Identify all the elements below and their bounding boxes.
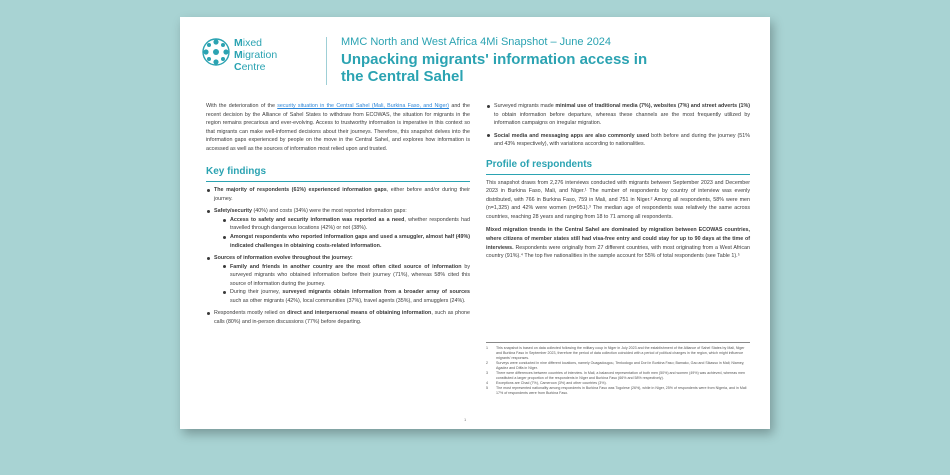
document-page: [180, 17, 770, 429]
finding-item: Respondents mostly relied on direct and interpersonal means of obtaining information, such as phone calls (80%) and in-person discussions (77%) before departing.: [206, 309, 470, 326]
finding-sublist: [214, 263, 470, 306]
key-findings-list: [206, 186, 470, 326]
finding-item: Safety/security (40%) and costs (34%) were the most reported information gaps: Access to safety and security information was reported as a need, whether respondents had travelled through dangerous locations (42%) or not (38%). Amongst respondents who reported information gaps and used a smuggler, almost half (49%) indicated challenges in obtaining costs-related information.: [206, 207, 470, 250]
logo-wordmark: Mixed Migration Centre: [234, 37, 278, 73]
footnote: 2 Surveys were conducted in nine different locations, namely Ouagadougou, Tenkodogo and Dori in Burkina Faso; Bamako, Gao and Sikasso in Mali; Niamey, Agadez and Diffa in Niger.: [486, 361, 745, 371]
findings-continued-list: [486, 102, 750, 149]
finding-item: Surveyed migrants made minimal use of traditional media (7%), websites (7%) and street adverts (1%) to obtain information before departure, whereas these channels are the most frequently utilized by information campaigns on irregular migration.: [486, 102, 750, 128]
document-title: Unpacking migrants' information access in the Central Sahel: [341, 51, 648, 85]
finding-subitem: Family and friends in another country are the most often cited source of information by surveyed migrants who obtained information before their journey (71%), whereas 58% cited this source of information during the journey.: [222, 263, 470, 289]
footnote: 5 The most represented nationality among respondents in Burkina Faso was Togolese (26%), while in Niger, 25% of respondents were from Nigeria, and in Mali 17% of respondents were from Burkina Faso.: [486, 386, 747, 396]
footnote: 3 There were differences between countries of interview. In Mali, a balanced representation of both men (50%) and women (49%) was achieved, whereas men constituted a larger proportion of the respondents in Niger and Burkina Faso (66% and 58% respectively).: [486, 371, 746, 381]
document-subtitle: MMC North and West Africa 4Mi Snapshot – June 2024: [341, 36, 612, 48]
right-column: [486, 102, 750, 261]
finding-item: Social media and messaging apps are also commonly used both before and during the journey (51% and 43% respectively), with variations according to nationalities.: [486, 132, 750, 149]
finding-sublist: [214, 216, 470, 250]
page-number: 1: [464, 417, 467, 422]
key-findings-heading: Key findings: [206, 166, 267, 178]
profile-paragraph: Mixed migration trends in the Central Sahel are dominated by migration between ECOWAS countries, where citizens of member states still had visa-free entry and could stay for up to 90 days at the time of interviews. Respondents were originally from 27 different countries, with most originating from a West African country (91%).⁴ The top five nationalities in the sample account for 55% of total respondents (see Table 1).⁵: [486, 227, 750, 260]
footnote: 4 Exceptions are Chad (7%), Cameroon (3%) and other countries (3%).: [486, 381, 607, 386]
profile-paragraph: This snapshot draws from 2,276 interviews conducted with migrants between September 2023 and December 2023 in Burkina Faso, Mali, and Niger.¹ The number of respondents by country of interview was evenly distributed, with 766 in Burkina Faso, 759 in Mali, and 751 in Niger.² Among all respondents, 58% were men (n=1,325) and 42% were women (n=951).³ The median age of respondents was relatively the same across countries, reaching 28 years and ranging from 18 to 71 among all respondents.: [486, 179, 750, 220]
footnote: 1 This snapshot is based on data collected following the military coup in Niger in July 2023 and the establishment of the Alliance of Sahel States by Mali, Niger and Burkina Faso in September 2023, therefore the period of data collection coincided with a period of political changes in the region, which might influence migrants' responses.: [486, 346, 745, 361]
heading-rule: [486, 174, 750, 175]
finding-subitem: Amongst respondents who reported information gaps and used a smuggler, almost half (49%) indicated challenges in obtaining costs-related information.: [222, 233, 470, 250]
left-column: [206, 102, 470, 326]
intro-paragraph: With the deterioration of the security situation in the Central Sahel (Mali, Burkina Faso, and Niger) and the recent decision by the Alliance of Sahel States to withdraw from ECOWAS, the situation for migrants in the region remains precarious and ever-evolving. Access to trustworthy information is imperative in this context so that migrants can make well-informed decisions about their journeys. Therefore, this snapshot delves into the information gaps experienced by people on the move in the Central Sahel, and explores how information is accessed as well as the sources of information most relied upon and trusted.: [206, 103, 470, 152]
finding-item: Sources of information evolve throughout the journey: Family and friends in another country are the most often cited source of information by surveyed migrants who obtained information before their journey (71%), whereas 58% cited this source of information during the journey. During their journey, surveyed migrants obtain information from a broader array of sources such as other migrants (42%), local communities (37%), travel agents (35%), and smugglers (24%).: [206, 254, 470, 305]
security-situation-link[interactable]: security situation in the Central Sahel (Mali, Burkina Faso, and Niger): [277, 103, 450, 109]
footnotes: [486, 342, 750, 396]
finding-item: The majority of respondents (61%) experienced information gaps, either before and/or during their journey.: [206, 186, 470, 203]
mmc-logo-icon: [201, 37, 231, 67]
profile-heading: Profile of respondents: [486, 158, 593, 170]
finding-subitem: During their journey, surveyed migrants obtain information from a broader array of sources such as other migrants (42%), local communities (37%), travel agents (35%), and smugglers (24%).: [222, 288, 470, 305]
heading-rule: [206, 181, 470, 182]
header-divider: [326, 37, 327, 85]
finding-subitem: Access to safety and security information was reported as a need, whether respondents had travelled through dangerous locations (42%) or not (38%).: [222, 216, 470, 233]
